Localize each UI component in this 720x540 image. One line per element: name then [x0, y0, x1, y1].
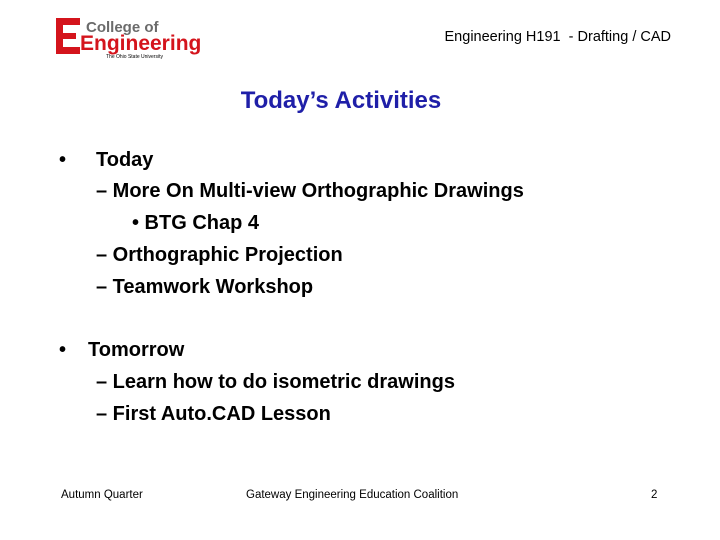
college-of-engineering-logo	[56, 14, 206, 62]
tomorrow-bullet: •	[59, 339, 67, 361]
page-number: 2	[651, 489, 658, 501]
today-item-3: – Teamwork Workshop	[96, 276, 314, 298]
today-heading: Today	[96, 149, 154, 171]
today-item-1: – More On Multi-view Orthographic Drawings	[96, 180, 524, 202]
tomorrow-item-2: – First Auto.CAD Lesson	[96, 403, 331, 425]
today-subitem-1: • BTG Chap 4	[132, 212, 260, 234]
slide-title: Today’s Activities	[240, 87, 442, 114]
today-bullet: •	[59, 149, 67, 171]
tomorrow-item-1: – Learn how to do isometric drawings	[96, 371, 455, 393]
svg-text:The Ohio State University: The Ohio State University	[106, 54, 163, 60]
svg-text:Engineering: Engineering	[80, 32, 202, 55]
footer-coalition: Gateway Engineering Education Coalition	[246, 489, 459, 501]
svg-text:College of: College of	[86, 19, 159, 36]
tomorrow-heading: Tomorrow	[88, 339, 185, 361]
footer-quarter: Autumn Quarter	[61, 489, 143, 501]
course-title: Engineering H191 - Drafting / CAD	[444, 29, 671, 45]
today-item-2: – Orthographic Projection	[96, 244, 343, 266]
